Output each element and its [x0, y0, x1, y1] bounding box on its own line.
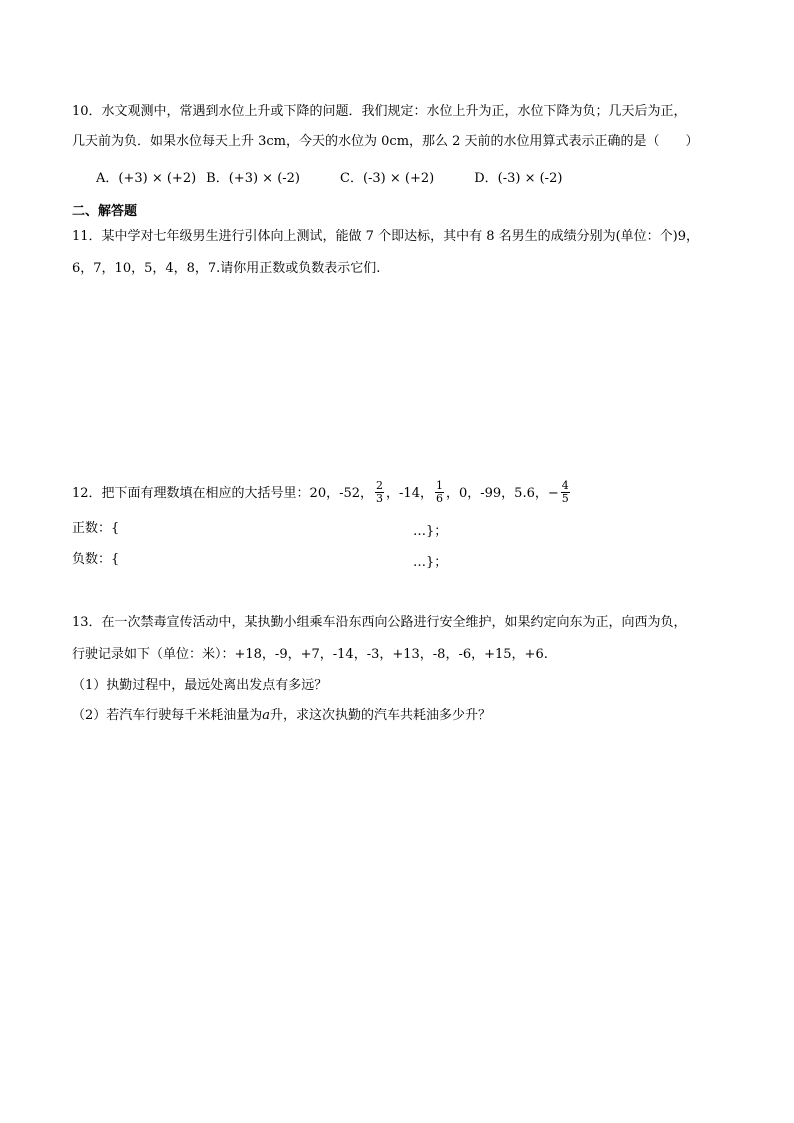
q10-option-a: A．(+3) × (+2) — [96, 171, 197, 186]
q10-option-c: C．(-3) × (+2) — [340, 171, 435, 186]
q10-option-d: D．(-3) × (-2) — [474, 171, 563, 186]
section-title: 二、解答题 — [72, 204, 138, 219]
fraction-four-fifths: $\frac{4}{5}$ — [561, 479, 569, 505]
q13-sub2 — [72, 707, 491, 725]
negative-set-end: …}； — [413, 555, 448, 570]
q12-mid1: ，-14， — [386, 486, 433, 501]
q13-sub2-post: 升，求这次执勤的汽车共耗油多少升？ — [270, 708, 492, 723]
q10-options — [96, 170, 562, 188]
q10-option-b: B．(+3) × (-2) — [206, 171, 300, 186]
q10-line2: 几天前为负．如果水位每天上升 3cm，今天的水位为 0cm，那么 2 天前的水位用算式表示正确的是（ ） — [72, 134, 699, 149]
negative-sign: − — [547, 486, 559, 501]
q10-line1: 10．水文观测中，常遇到水位上升或下降的问题．我们规定：水位上升为正，水位下降为负；几天后为正， — [72, 104, 687, 119]
q11-line1: 11．某中学对七年级男生进行引体向上测试，能做 7 个即达标，其中有 8 名男生的成绩分别为(单位：个)9， — [72, 229, 700, 244]
q12-line — [72, 481, 572, 506]
q11-line2: 6，7，10，5，4，8，7.请你用正数或负数表示它们. — [72, 261, 381, 276]
positive-set-end: …}； — [413, 524, 448, 539]
fraction-two-thirds: $\frac{2}{3}$ — [376, 479, 384, 505]
positive-set-label: 正数：{ — [72, 521, 120, 536]
q13-line1: 13．在一次禁毒宣传活动中，某执勤小组乘车沿东西向公路进行安全维护，如果约定向东为正，向西为负， — [72, 615, 687, 630]
q13-line2: 行驶记录如下（单位：米）：+18，-9，+7，-14，-3，+13，-8，-6，+15，+6. — [72, 647, 548, 662]
q13-sub1: （1）执勤过程中，最远处离出发点有多远？ — [72, 678, 328, 693]
q12-mid2: ，0，-99，5.6， — [445, 486, 548, 501]
negative-set-label: 负数：{ — [72, 552, 120, 567]
fraction-one-sixth: $\frac{1}{6}$ — [435, 479, 443, 505]
variable-a: a — [262, 708, 271, 723]
q12-prefix: 12．把下面有理数填在相应的大括号里：20，-52， — [72, 486, 374, 501]
q13-sub2-pre: （2）若汽车行驶每千米耗油量为 — [72, 708, 263, 723]
